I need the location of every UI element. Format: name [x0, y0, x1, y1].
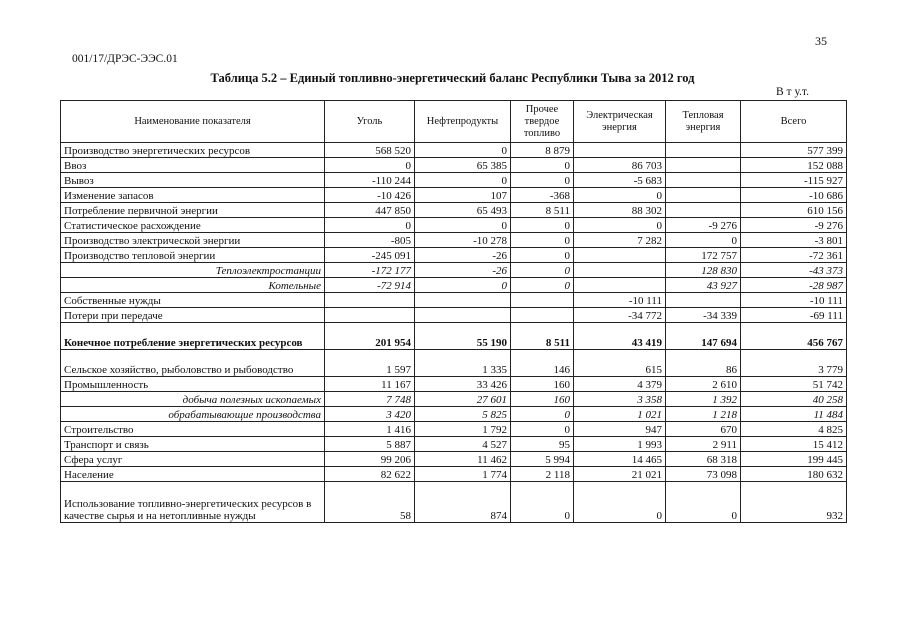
row-label: Конечное потребление энергетических ресурсов	[61, 323, 325, 350]
table-cell: 947	[574, 422, 666, 437]
table-row	[61, 203, 847, 218]
row-label: Теплоэлектростанции	[61, 263, 325, 278]
row-label: Промышленность	[61, 377, 325, 392]
table-cell: 1 993	[574, 437, 666, 452]
table-row	[61, 278, 847, 293]
table-cell: -245 091	[325, 248, 415, 263]
table-cell: 55 190	[415, 323, 511, 350]
row-label: добыча полезных ископаемых	[61, 392, 325, 407]
table-cell: 670	[666, 422, 741, 437]
table-cell: 99 206	[325, 452, 415, 467]
table-cell: -9 276	[741, 218, 847, 233]
table-cell	[666, 203, 741, 218]
table-row	[61, 308, 847, 323]
table-cell: 146	[511, 350, 574, 377]
table-row	[61, 248, 847, 263]
table-cell: 68 318	[666, 452, 741, 467]
table-cell: 21 021	[574, 467, 666, 482]
table-cell: 2 610	[666, 377, 741, 392]
table-cell: 615	[574, 350, 666, 377]
table-cell: 201 954	[325, 323, 415, 350]
table-row	[61, 158, 847, 173]
table-cell	[666, 143, 741, 158]
table-cell: -805	[325, 233, 415, 248]
document-id: 001/17/ДРЭС-ЭЭС.01	[72, 53, 178, 65]
table-cell: 0	[415, 173, 511, 188]
row-label: Сфера услуг	[61, 452, 325, 467]
table-cell: 568 520	[325, 143, 415, 158]
table-cell: 82 622	[325, 467, 415, 482]
row-label: Котельные	[61, 278, 325, 293]
table-cell: 27 601	[415, 392, 511, 407]
table-cell: 11 167	[325, 377, 415, 392]
table-cell: -34 772	[574, 308, 666, 323]
table-cell: 65 385	[415, 158, 511, 173]
table-cell: 5 825	[415, 407, 511, 422]
row-label: Собственные нужды	[61, 293, 325, 308]
table-cell: 577 399	[741, 143, 847, 158]
row-label: Производство электрической энергии	[61, 233, 325, 248]
table-title: Таблица 5.2 – Единый топливно-энергетический баланс Республики Тыва за 2012 год	[210, 71, 695, 85]
table-row	[61, 173, 847, 188]
table-cell: 5 887	[325, 437, 415, 452]
table-cell: 0	[574, 188, 666, 203]
table-cell: 14 465	[574, 452, 666, 467]
table-cell: -3 801	[741, 233, 847, 248]
table-cell: 0	[511, 173, 574, 188]
table-cell: 0	[574, 482, 666, 523]
table-cell: 0	[325, 218, 415, 233]
header-coal: Уголь	[325, 101, 415, 143]
table-cell: 0	[415, 218, 511, 233]
row-label: Потери при передаче	[61, 308, 325, 323]
table-cell: 7 748	[325, 392, 415, 407]
table-cell: 1 416	[325, 422, 415, 437]
table-row	[61, 437, 847, 452]
table-cell: 0	[666, 482, 741, 523]
table-cell: 5 994	[511, 452, 574, 467]
table-cell: 2 118	[511, 467, 574, 482]
row-label: обрабатывающие производства	[61, 407, 325, 422]
header-electric-energy: Электрическая энергия	[574, 101, 666, 143]
table-cell: 3 358	[574, 392, 666, 407]
table-cell: -72 361	[741, 248, 847, 263]
table-cell	[666, 173, 741, 188]
row-label: Строительство	[61, 422, 325, 437]
table-cell: -34 339	[666, 308, 741, 323]
table-cell: 43 927	[666, 278, 741, 293]
table-cell: 4 825	[741, 422, 847, 437]
table-row	[61, 233, 847, 248]
table-row	[61, 422, 847, 437]
table-row	[61, 143, 847, 158]
table-cell: 1 774	[415, 467, 511, 482]
table-cell	[666, 188, 741, 203]
table-cell: -43 373	[741, 263, 847, 278]
row-label: Население	[61, 467, 325, 482]
table-cell	[415, 308, 511, 323]
table-cell: 86 703	[574, 158, 666, 173]
table-cell	[415, 293, 511, 308]
table-cell: 0	[574, 218, 666, 233]
table-cell: 3 779	[741, 350, 847, 377]
header-other-solid-fuel: Прочее твердое топливо	[511, 101, 574, 143]
header-total: Всего	[741, 101, 847, 143]
fuel-energy-balance-table	[60, 100, 847, 523]
table-row	[61, 263, 847, 278]
table-cell	[574, 263, 666, 278]
table-cell: 0	[511, 407, 574, 422]
table-cell: 73 098	[666, 467, 741, 482]
table-cell: 0	[415, 278, 511, 293]
table-row	[61, 188, 847, 203]
row-label: Сельское хозяйство, рыболовство и рыбоводство	[61, 350, 325, 377]
table-cell: 610 156	[741, 203, 847, 218]
units-label: В т у.т.	[776, 86, 809, 98]
table-cell: 8 879	[511, 143, 574, 158]
table-cell: 456 767	[741, 323, 847, 350]
table-cell: -28 987	[741, 278, 847, 293]
table-cell: 33 426	[415, 377, 511, 392]
table-cell: 0	[511, 482, 574, 523]
table-row	[61, 452, 847, 467]
table-cell: 0	[325, 158, 415, 173]
row-label: Транспорт и связь	[61, 437, 325, 452]
row-label: Использование топливно-энергетических ресурсов в качестве сырья и на нетопливные нужды	[61, 482, 325, 523]
table-cell: 11 462	[415, 452, 511, 467]
table-row	[61, 350, 847, 377]
table-cell	[574, 248, 666, 263]
table-cell: 0	[511, 263, 574, 278]
table-cell	[574, 143, 666, 158]
table-cell	[511, 308, 574, 323]
table-cell: 0	[511, 422, 574, 437]
table-cell: 152 088	[741, 158, 847, 173]
table-cell: 8 511	[511, 203, 574, 218]
table-row	[61, 293, 847, 308]
table-cell: 128 830	[666, 263, 741, 278]
table-cell: 0	[415, 143, 511, 158]
table-cell: -26	[415, 263, 511, 278]
table-cell: -110 244	[325, 173, 415, 188]
header-indicator: Наименование показателя	[61, 101, 325, 143]
table-row	[61, 482, 847, 523]
table-cell: -10 111	[574, 293, 666, 308]
table-row	[61, 323, 847, 350]
table-cell: 180 632	[741, 467, 847, 482]
table-cell: -72 914	[325, 278, 415, 293]
table-cell: 15 412	[741, 437, 847, 452]
table-cell: 874	[415, 482, 511, 523]
table-cell: 447 850	[325, 203, 415, 218]
table-cell: 160	[511, 392, 574, 407]
table-cell: 3 420	[325, 407, 415, 422]
table-cell: 107	[415, 188, 511, 203]
table-cell: 4 379	[574, 377, 666, 392]
row-label: Вывоз	[61, 173, 325, 188]
table-cell: 932	[741, 482, 847, 523]
row-label: Ввоз	[61, 158, 325, 173]
table-cell: 172 757	[666, 248, 741, 263]
table-cell: 95	[511, 437, 574, 452]
table-cell: 0	[511, 233, 574, 248]
table-cell: -9 276	[666, 218, 741, 233]
table-cell: -10 278	[415, 233, 511, 248]
table-cell: -26	[415, 248, 511, 263]
table-cell	[666, 158, 741, 173]
table-cell: 160	[511, 377, 574, 392]
table-cell	[666, 293, 741, 308]
table-cell: 1 021	[574, 407, 666, 422]
table-cell: 0	[511, 218, 574, 233]
table-cell	[325, 308, 415, 323]
table-cell: 199 445	[741, 452, 847, 467]
table-cell: 1 792	[415, 422, 511, 437]
table-cell: 58	[325, 482, 415, 523]
table-cell: 7 282	[574, 233, 666, 248]
header-oil-products: Нефтепродукты	[415, 101, 511, 143]
page-number: 35	[815, 34, 827, 48]
row-label: Потребление первичной энергии	[61, 203, 325, 218]
table-cell: -115 927	[741, 173, 847, 188]
table-row	[61, 407, 847, 422]
table-cell: -10 111	[741, 293, 847, 308]
table-row	[61, 392, 847, 407]
table-cell	[574, 278, 666, 293]
table-cell	[511, 293, 574, 308]
table-cell: 0	[511, 158, 574, 173]
table-cell: 1 218	[666, 407, 741, 422]
header-heat-energy: Тепловая энергия	[666, 101, 741, 143]
table-cell: 4 527	[415, 437, 511, 452]
table-row	[61, 467, 847, 482]
table-cell: 1 392	[666, 392, 741, 407]
table-cell: 0	[511, 278, 574, 293]
row-label: Статистическое расхождение	[61, 218, 325, 233]
table-cell: 40 258	[741, 392, 847, 407]
table-cell: 0	[511, 248, 574, 263]
table-cell: 1 335	[415, 350, 511, 377]
row-label: Производство энергетических ресурсов	[61, 143, 325, 158]
header-row	[61, 101, 847, 143]
table-cell: 0	[666, 233, 741, 248]
table-cell: 2 911	[666, 437, 741, 452]
table-cell: -69 111	[741, 308, 847, 323]
table-cell: -368	[511, 188, 574, 203]
table-cell: -10 686	[741, 188, 847, 203]
row-label: Производство тепловой энергии	[61, 248, 325, 263]
table-cell: -5 683	[574, 173, 666, 188]
table-cell: 147 694	[666, 323, 741, 350]
table-cell: 51 742	[741, 377, 847, 392]
table-row	[61, 218, 847, 233]
table-cell: -10 426	[325, 188, 415, 203]
table-cell: 65 493	[415, 203, 511, 218]
table-cell: -172 177	[325, 263, 415, 278]
table-cell: 43 419	[574, 323, 666, 350]
table-cell	[325, 293, 415, 308]
table-row	[61, 377, 847, 392]
table-cell: 1 597	[325, 350, 415, 377]
row-label: Изменение запасов	[61, 188, 325, 203]
table-cell: 8 511	[511, 323, 574, 350]
table-cell: 88 302	[574, 203, 666, 218]
table-cell: 11 484	[741, 407, 847, 422]
table-cell: 86	[666, 350, 741, 377]
